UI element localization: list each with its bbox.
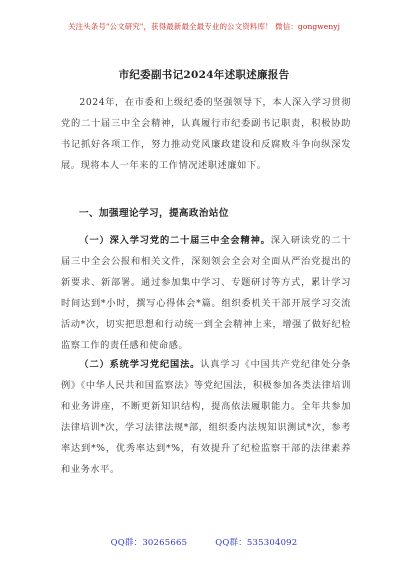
section-1-heading: 一、加强理论学习，提高政治站位: [79, 208, 229, 219]
footer-contacts: [0, 536, 408, 548]
subsection-2: [61, 354, 351, 480]
header-notice: 关注头条号"公文研究"，获得最新最全最专业的公文资料库！ 微信：gongwenyj: [67, 22, 341, 31]
page-title: 市纪委副书记2024年述职述廉报告: [118, 69, 290, 81]
subsection-1-body: 深入研读党的二十届三中全会公报和相关文件，深刻领会全会对全面从严治党提出的新要求、新部署。通过参加集中学习、专题研讨等方式，累计学习时间达到*小时，撰写心得体会*篇。组织委机关干部开展学习交流活动*次，切实把思想和行动统一到全会精神上来，增强了做好纪检监察工作的责任感和使命感。: [61, 235, 351, 351]
intro-text: 2024年，在市委和上级纪委的坚强领导下，本人深入学习贯彻党的二十届三中全会精神，认真履行市纪委副书记职责，积极协助书记抓好各项工作，努力推动党风廉政建设和反腐败斗争向纵深发展。现将本人一年来的工作情况述职述廉如下。: [61, 97, 351, 171]
footer-qq-group-1: QQ群：30265665: [110, 538, 188, 548]
subsection-2-body: 认真学习《中国共产党纪律处分条例》《中华人民共和国监察法》等党纪国法，积极参加各类法律培训和业务讲座，不断更新知识结构，提高依法履职能力。全年共参加法律培训*次，学习法律法规*部，组织委内法规知识测试*次，参考率达到*%，优秀率达到*%，有效提升了纪检监察干部的法律素养和业务水平。: [61, 359, 352, 475]
subsection-1-title: （一）深入学习党的二十届三中全会精神。: [79, 235, 271, 246]
subsection-1-paragraph: [61, 230, 351, 356]
subsection-2-paragraph: [61, 354, 351, 480]
subsection-2-title: （二）系统学习党纪国法。: [79, 359, 201, 370]
subsection-1: [61, 230, 351, 356]
footer-qq-group-2: QQ群：535304092: [215, 538, 298, 548]
intro-paragraph: [61, 92, 351, 176]
